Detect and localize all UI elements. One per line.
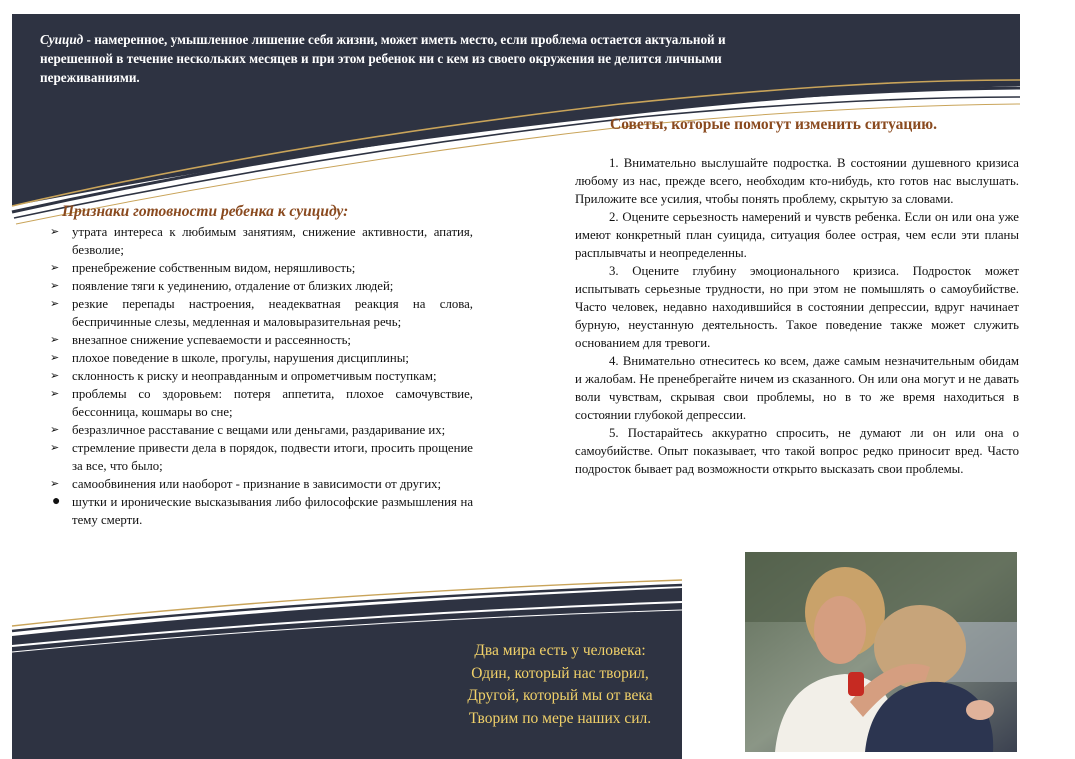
arrow-bullet-icon: ➢	[50, 262, 60, 274]
poem-line: Другой, который мы от века	[467, 687, 653, 704]
signs-list-item: ➢ утрата интереса к любимым занятиям, снижение активности, апатия, безволие;	[50, 225, 473, 257]
tips-title: Советы, которые помогут изменить ситуацию.	[610, 116, 937, 133]
embrace-photo	[745, 552, 1017, 752]
signs-list-item: ➢ самообвинения или наоборот - признание в зависимости от других;	[50, 477, 442, 491]
intro-term: Суицид	[40, 32, 84, 47]
signs-list-item: ➢ резкие перепады настроения, неадекватная реакция на слова, беспричинные слезы, медленная и маловыразительная речь;	[50, 297, 473, 329]
poem-line: Творим по мере наших сил.	[468, 709, 652, 727]
tip-paragraph: 1. Внимательно выслушайте подростка. В состоянии душевного кризиса любому из нас, прежде всего, необходим кто-нибудь, кто готов нас выслушать. Приложите все усилия, чтобы понять проблему, скрытую за словами.	[575, 156, 1019, 206]
intro-text: - намеренное, умышленное лишение себя жизни, может иметь место, если проблема остается актуальной и нерешенной в течение нескольких месяцев и при этом ребенок ни с кем из своего окружения не делится личными переживаниями.	[40, 32, 726, 85]
arrow-bullet-icon: ➢	[50, 478, 60, 490]
poem	[445, 640, 675, 730]
arrow-bullet-icon: ➢	[50, 298, 60, 310]
arrow-bullet-icon: ➢	[50, 280, 60, 292]
poem-line: Один, который нас творил,	[471, 664, 649, 682]
tip-paragraph: 3. Оцените глубину эмоционального кризиса. Подросток может испытывать серьезные трудности, но при этом не помышлять о самоубийстве. Часто человек, недавно находившийся в состоянии депрессии, вдруг начинает бурную, неустанную деятельность. Такое поведение также может служить основанием для тревоги.	[575, 264, 1019, 350]
signs-list-item: ➢ внезапное снижение успеваемости и рассеянность;	[50, 333, 351, 347]
tip-paragraph: 2. Оцените серьезность намерений и чувств ребенка. Если он или она уже имеют конкретный план суицида, ситуация более острая, чем если эти планы расплывчаты и неопределенны.	[575, 210, 1019, 260]
arrow-bullet-icon: ➢	[50, 388, 60, 400]
signs-list-item: ➢ стремление привести дела в порядок, подвести итоги, просить прощение за все, что было;	[50, 441, 473, 473]
signs-list	[48, 223, 473, 529]
signs-list-item: ➢ пренебрежение собственным видом, неряшливость;	[50, 261, 356, 275]
signs-list-item: ➢ плохое поведение в школе, прогулы, нарушения дисциплины;	[50, 351, 409, 365]
signs-title: Признаки готовности ребенка к суициду:	[62, 203, 349, 220]
arrow-bullet-icon: ➢	[50, 442, 60, 454]
signs-list-item: ● шутки и иронические высказывания либо философские размышления на тему смерти.	[52, 494, 473, 527]
signs-list-item: ➢ проблемы со здоровьем: потеря аппетита, плохое самочувствие, бессонница, кошмары во сне;	[50, 387, 473, 419]
signs-list-item: ➢ безразличное расставание с вещами или деньгами, раздаривание их;	[50, 423, 446, 437]
arrow-bullet-icon: ➢	[50, 424, 60, 436]
arrow-bullet-icon: ➢	[50, 226, 60, 238]
arrow-bullet-icon: ➢	[50, 370, 60, 382]
arrow-bullet-icon: ➢	[50, 352, 60, 364]
arrow-bullet-icon: ➢	[50, 334, 60, 346]
poem-line: Два мира есть у человека:	[474, 642, 646, 659]
tip-paragraph: 5. Постарайтесь аккуратно спросить, не думают ли он или она о самоубийстве. Опыт показывает, что такой вопрос редко приносит вред. Часто подросток бывает рад возможности открыто высказать свои проблемы.	[575, 426, 1019, 476]
intro-paragraph	[40, 30, 780, 87]
signs-list-item: ➢ склонность к риску и неоправданным и опрометчивым поступкам;	[50, 369, 437, 383]
dot-bullet-icon: ●	[52, 494, 61, 509]
tips-list	[575, 154, 1019, 478]
signs-list-item: ➢ появление тяги к уединению, отдаление от близких людей;	[50, 279, 394, 293]
tip-paragraph: 4. Внимательно отнеситесь ко всем, даже самым незначительным обидам и жалобам. Не пренебрегайте ничем из сказанного. Он или она могут и не давать воли чувствам, скрывая свои проблемы, но в то же время находиться в состоянии глубокой депрессии.	[575, 354, 1019, 422]
